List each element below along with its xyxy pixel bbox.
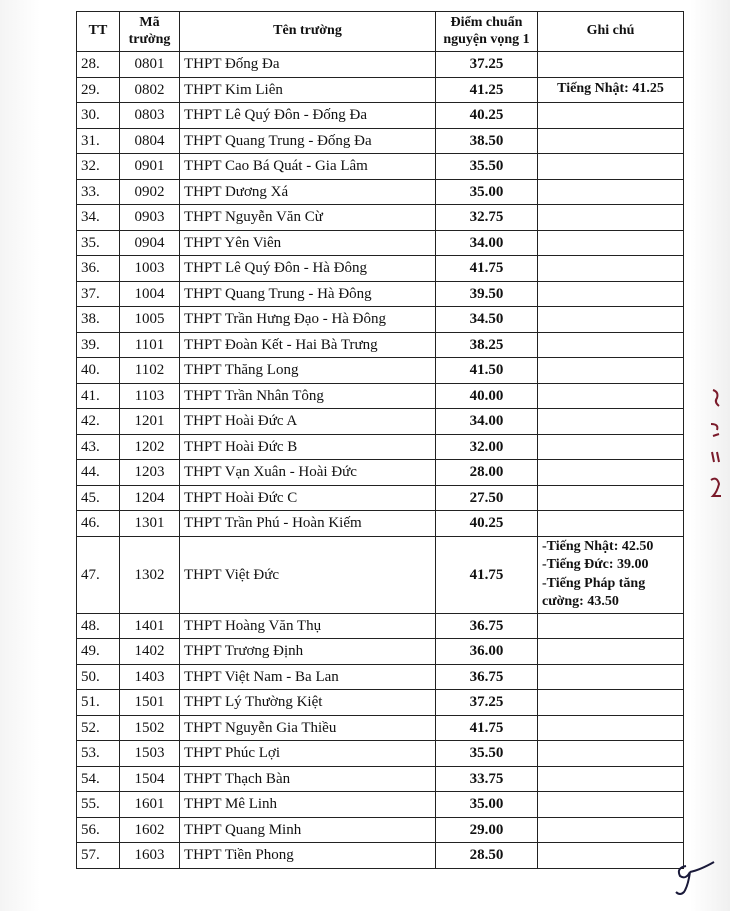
admission-score: 36.00 (436, 639, 538, 665)
school-code: 1203 (120, 460, 180, 486)
table-row (77, 358, 684, 384)
admission-score: 38.50 (436, 128, 538, 154)
admission-score: 27.50 (436, 485, 538, 511)
row-number: 54. (77, 766, 120, 792)
admission-score: 40.25 (436, 511, 538, 537)
table-body (77, 52, 684, 869)
table-row (77, 332, 684, 358)
header-row (77, 12, 684, 52)
row-number: 50. (77, 664, 120, 690)
admission-score: 28.50 (436, 843, 538, 869)
admission-score: 41.25 (436, 77, 538, 103)
note-cell (538, 154, 684, 180)
row-number: 31. (77, 128, 120, 154)
row-number: 38. (77, 307, 120, 333)
note-cell (538, 205, 684, 231)
admission-score: 33.75 (436, 766, 538, 792)
table-row (77, 409, 684, 435)
school-name: THPT Thăng Long (180, 358, 436, 384)
note-cell (538, 536, 684, 613)
row-number: 55. (77, 792, 120, 818)
note-cell (538, 792, 684, 818)
note-cell (538, 307, 684, 333)
note-cell (538, 256, 684, 282)
table-header (77, 12, 684, 52)
row-number: 49. (77, 639, 120, 665)
school-name: THPT Lý Thường Kiệt (180, 690, 436, 716)
school-code: 0901 (120, 154, 180, 180)
school-name: THPT Cao Bá Quát - Gia Lâm (180, 154, 436, 180)
row-number: 53. (77, 741, 120, 767)
table-row (77, 664, 684, 690)
table-row (77, 511, 684, 537)
admission-score: 40.00 (436, 383, 538, 409)
admission-score: 32.00 (436, 434, 538, 460)
admission-score: 28.00 (436, 460, 538, 486)
table-row (77, 230, 684, 256)
school-code: 1004 (120, 281, 180, 307)
note-cell (538, 766, 684, 792)
school-name: THPT Dương Xá (180, 179, 436, 205)
school-name: THPT Nguyễn Gia Thiều (180, 715, 436, 741)
note-cell (538, 485, 684, 511)
school-code: 1602 (120, 817, 180, 843)
row-number: 48. (77, 613, 120, 639)
table-row (77, 536, 684, 613)
note-cell (538, 664, 684, 690)
row-number: 45. (77, 485, 120, 511)
row-number: 28. (77, 52, 120, 78)
table-row (77, 690, 684, 716)
table-row (77, 383, 684, 409)
note-cell (538, 613, 684, 639)
school-name: THPT Lê Quý Đôn - Đống Đa (180, 103, 436, 129)
note-cell (538, 52, 684, 78)
row-number: 47. (77, 536, 120, 613)
table-row (77, 307, 684, 333)
header-school-code: Mã trường (120, 12, 180, 52)
school-code: 0904 (120, 230, 180, 256)
note-line: -Tiếng Đức: 39.00 (542, 557, 649, 573)
admission-score-table (76, 11, 684, 869)
school-code: 1401 (120, 613, 180, 639)
school-name: THPT Quang Trung - Đống Đa (180, 128, 436, 154)
admission-score: 36.75 (436, 664, 538, 690)
school-name: THPT Đống Đa (180, 52, 436, 78)
table-row (77, 77, 684, 103)
admission-score: 35.50 (436, 154, 538, 180)
row-number: 39. (77, 332, 120, 358)
row-number: 29. (77, 77, 120, 103)
row-number: 33. (77, 179, 120, 205)
note-cell (538, 179, 684, 205)
table-row (77, 205, 684, 231)
row-number: 57. (77, 843, 120, 869)
row-number: 32. (77, 154, 120, 180)
table-row (77, 52, 684, 78)
school-code: 1601 (120, 792, 180, 818)
school-code: 0802 (120, 77, 180, 103)
school-name: THPT Yên Viên (180, 230, 436, 256)
note-cell (538, 639, 684, 665)
school-name: THPT Kim Liên (180, 77, 436, 103)
table-row (77, 434, 684, 460)
header-note: Ghi chú (538, 12, 684, 52)
row-number: 34. (77, 205, 120, 231)
note-cell (538, 817, 684, 843)
school-code: 0804 (120, 128, 180, 154)
school-code: 1102 (120, 358, 180, 384)
row-number: 46. (77, 511, 120, 537)
school-name: THPT Hoài Đức A (180, 409, 436, 435)
school-code: 1603 (120, 843, 180, 869)
school-name: THPT Đoàn Kết - Hai Bà Trưng (180, 332, 436, 358)
row-number: 41. (77, 383, 120, 409)
school-code: 0803 (120, 103, 180, 129)
row-number: 35. (77, 230, 120, 256)
row-number: 52. (77, 715, 120, 741)
school-name: THPT Nguyễn Văn Cừ (180, 205, 436, 231)
admission-score: 35.50 (436, 741, 538, 767)
note-cell (538, 741, 684, 767)
row-number: 37. (77, 281, 120, 307)
school-code: 1402 (120, 639, 180, 665)
school-name: THPT Trần Hưng Đạo - Hà Đông (180, 307, 436, 333)
admission-score: 34.00 (436, 230, 538, 256)
school-name: THPT Mê Linh (180, 792, 436, 818)
school-code: 0902 (120, 179, 180, 205)
row-number: 30. (77, 103, 120, 129)
school-name: THPT Hoài Đức B (180, 434, 436, 460)
row-number: 43. (77, 434, 120, 460)
admission-score: 36.75 (436, 613, 538, 639)
school-name: THPT Hoài Đức C (180, 485, 436, 511)
table-row (77, 639, 684, 665)
school-name: THPT Tiền Phong (180, 843, 436, 869)
header-score: Điểm chuẩn nguyện vọng 1 (436, 12, 538, 52)
admission-score: 38.25 (436, 332, 538, 358)
school-name: THPT Việt Nam - Ba Lan (180, 664, 436, 690)
table-row (77, 179, 684, 205)
admission-score: 37.25 (436, 690, 538, 716)
admission-score: 39.50 (436, 281, 538, 307)
school-code: 1301 (120, 511, 180, 537)
note-cell (538, 715, 684, 741)
handwritten-margin-mark-icon (705, 380, 727, 510)
table-row (77, 613, 684, 639)
note-cell: Tiếng Nhật: 41.25 (538, 77, 684, 103)
row-number: 44. (77, 460, 120, 486)
note-cell (538, 358, 684, 384)
admission-score: 34.50 (436, 307, 538, 333)
admission-score: 41.75 (436, 536, 538, 613)
school-code: 1302 (120, 536, 180, 613)
table-row (77, 103, 684, 129)
row-number: 40. (77, 358, 120, 384)
note-cell (538, 460, 684, 486)
header-tt: TT (77, 12, 120, 52)
note-cell (538, 383, 684, 409)
school-name: THPT Trần Nhân Tông (180, 383, 436, 409)
school-code: 1403 (120, 664, 180, 690)
school-code: 1202 (120, 434, 180, 460)
table-row (77, 154, 684, 180)
note-cell (538, 690, 684, 716)
table-row (77, 843, 684, 869)
school-code: 1504 (120, 766, 180, 792)
row-number: 56. (77, 817, 120, 843)
school-name: THPT Phúc Lợi (180, 741, 436, 767)
signature-icon (668, 858, 718, 896)
admission-score: 41.75 (436, 715, 538, 741)
school-code: 1204 (120, 485, 180, 511)
school-code: 1101 (120, 332, 180, 358)
table-row (77, 485, 684, 511)
note-cell (538, 409, 684, 435)
school-name: THPT Trần Phú - Hoàn Kiếm (180, 511, 436, 537)
school-code: 0903 (120, 205, 180, 231)
note-line: -Tiếng Pháp tăng cường: 43.50 (542, 575, 646, 609)
school-name: THPT Việt Đức (180, 536, 436, 613)
note-cell (538, 332, 684, 358)
admission-score: 29.00 (436, 817, 538, 843)
school-code: 1502 (120, 715, 180, 741)
table-row (77, 715, 684, 741)
note-cell (538, 281, 684, 307)
table-row (77, 817, 684, 843)
table-row (77, 766, 684, 792)
admission-score: 37.25 (436, 52, 538, 78)
admission-score: 40.25 (436, 103, 538, 129)
school-code: 1201 (120, 409, 180, 435)
school-name: THPT Vạn Xuân - Hoài Đức (180, 460, 436, 486)
header-school-name: Tên trường (180, 12, 436, 52)
admission-score: 34.00 (436, 409, 538, 435)
admission-score: 41.50 (436, 358, 538, 384)
note-cell (538, 434, 684, 460)
school-code: 1103 (120, 383, 180, 409)
school-name: THPT Trương Định (180, 639, 436, 665)
note-cell (538, 230, 684, 256)
row-number: 51. (77, 690, 120, 716)
note-cell (538, 103, 684, 129)
admission-score: 32.75 (436, 205, 538, 231)
note-line: -Tiếng Nhật: 42.50 (542, 539, 654, 555)
admission-score: 35.00 (436, 179, 538, 205)
school-code: 1003 (120, 256, 180, 282)
admission-score: 35.00 (436, 792, 538, 818)
school-name: THPT Quang Trung - Hà Đông (180, 281, 436, 307)
table-row (77, 460, 684, 486)
school-name: THPT Hoàng Văn Thụ (180, 613, 436, 639)
table-row (77, 256, 684, 282)
school-name: THPT Thạch Bàn (180, 766, 436, 792)
row-number: 36. (77, 256, 120, 282)
note-cell (538, 128, 684, 154)
school-code: 0801 (120, 52, 180, 78)
admission-score: 41.75 (436, 256, 538, 282)
note-cell (538, 843, 684, 869)
row-number: 42. (77, 409, 120, 435)
school-code: 1005 (120, 307, 180, 333)
table-row (77, 281, 684, 307)
school-code: 1503 (120, 741, 180, 767)
school-name: THPT Quang Minh (180, 817, 436, 843)
school-name: THPT Lê Quý Đôn - Hà Đông (180, 256, 436, 282)
note-cell (538, 511, 684, 537)
table-row (77, 741, 684, 767)
table-row (77, 792, 684, 818)
school-code: 1501 (120, 690, 180, 716)
table-row (77, 128, 684, 154)
